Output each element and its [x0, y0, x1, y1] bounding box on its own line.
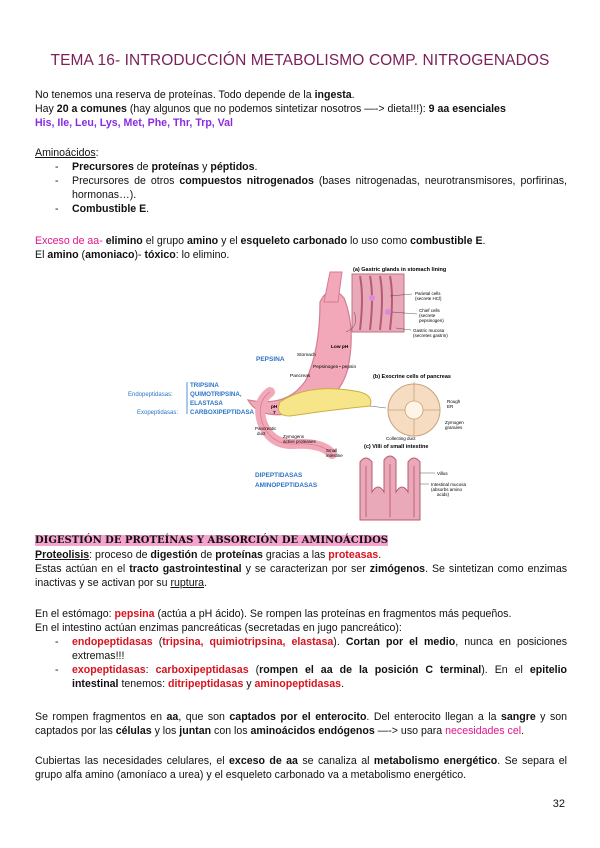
aminoacidos-section [35, 146, 567, 216]
text-bold: tracto gastrointestinal [129, 563, 242, 575]
text: . [482, 235, 486, 247]
text: )- [134, 249, 145, 261]
text-bold: péptidos [210, 161, 255, 173]
intestinal-mucosa-label-2: (absorbs amino [431, 487, 463, 492]
text-bold: elimino [105, 235, 143, 247]
zymogen-granules-label: Zymogen [445, 420, 464, 425]
text-bold: combustible E [410, 235, 483, 247]
digestion-section [35, 533, 567, 590]
text: y [199, 161, 211, 173]
ph-label: pH [271, 405, 278, 410]
text-bold: Precursores [72, 161, 134, 173]
pancreas-shape [278, 389, 371, 416]
text-bold: rompen el aa de la posición C terminal [259, 664, 482, 676]
text-bold: metabolismo energético [373, 755, 498, 767]
villus-label: Villus [437, 471, 448, 476]
text: . [521, 725, 525, 737]
chief-label-2: (secrete [419, 313, 436, 318]
chief-label-3: pepsinogen) [419, 318, 444, 323]
text: gracias a las [262, 549, 329, 561]
carboxipeptidasa-label: CARBOXIPEPTIDASA [190, 409, 254, 416]
acinus-lumen [405, 401, 423, 419]
text-bold: amino [186, 235, 219, 247]
text: —-> uso para [374, 725, 446, 737]
text-bold: exceso de aa [229, 755, 298, 767]
elastasa-label: ELASTASA [190, 400, 223, 407]
text: de [197, 549, 216, 561]
text: Hay [35, 103, 57, 115]
collecting-duct-label: Collecting duct [386, 436, 416, 441]
text: Estas actúan en el [35, 563, 130, 575]
text: . Se separa el grupo alfa amino (amoníaco a urea) y el esqueleto carbonado va a metabolismo energético. [35, 755, 568, 781]
text: ( [248, 664, 260, 676]
text: con los [211, 725, 251, 737]
text: El [35, 249, 48, 261]
list-item [35, 663, 567, 691]
panel-c-label: (c) Villi of small intestine [364, 444, 429, 450]
text: y el [218, 235, 241, 247]
intestinal-mucosa-label: Intestinal mucosa [431, 482, 467, 487]
list-item [35, 635, 567, 663]
exopeptidasas-label: Exopeptidasas: [137, 410, 179, 416]
intro-line-2 [35, 102, 567, 116]
intestino-section [35, 607, 567, 691]
pancreas-pointer [370, 406, 386, 408]
endopeptidasas-label: Endopeptidasas: [128, 392, 173, 398]
low-ph-label: Low pH [331, 345, 349, 350]
text-red: ditripeptidasas [167, 678, 244, 690]
chief-label: Chief cells [419, 308, 440, 313]
text-red: endopeptidasas [72, 636, 153, 648]
exceso-line-1 [35, 234, 567, 248]
list-item [35, 160, 567, 174]
parietal-label-2: (secrete HCl) [415, 296, 442, 301]
stomach-label: Stomach [297, 353, 316, 358]
text-bold: Proteolisis [35, 549, 90, 561]
text: Se rompen fragmentos en [35, 711, 167, 723]
parietal-label: Parietal cells [415, 291, 441, 296]
text: : lo elimino. [175, 249, 230, 261]
text: ). En el [481, 664, 530, 676]
text-bold: amoniaco [85, 249, 135, 261]
metabolismo-paragraph [35, 754, 567, 782]
gastric-mucosa-label-2: (secretes gastrin) [413, 333, 448, 338]
list-item [35, 174, 567, 202]
text: tenemos: [118, 678, 168, 690]
text: y los [151, 725, 180, 737]
text: se canaliza al [297, 755, 374, 767]
quimotripsina-label: QUIMOTRIPSINA, [190, 391, 242, 398]
text: (actúa a pH ácido). Se rompen las proteínas en fragmentos más pequeños. [154, 608, 512, 620]
text: . [146, 203, 150, 215]
text-bold: proteínas [215, 549, 263, 561]
text: No tenemos una reserva de proteínas. Todo depende de la [35, 89, 315, 101]
text: . [341, 678, 345, 690]
estomago-line [35, 607, 567, 621]
text-magenta: - [99, 235, 106, 247]
text: . Se sintetizan como enzimas inactivas y se activan por su [35, 563, 568, 589]
zymogen-granules-label-2: granules [445, 425, 463, 430]
text-bold: 9 aa esenciales [428, 103, 506, 115]
zymogens-label: Zymogens [283, 434, 305, 439]
exceso-line-2 [35, 248, 567, 262]
text-magenta: Exceso de aa [35, 235, 100, 247]
text: Cubiertas las necesidades celulares, el [35, 755, 230, 767]
ph-value: 7 [273, 411, 276, 416]
text: : [145, 664, 156, 676]
text-bold: captados por el enterocito [229, 711, 367, 723]
text: , nunca en posiciones extremas!!! [72, 636, 568, 662]
text-red: carboxipeptidasas [155, 664, 249, 676]
text-bold: juntan [179, 725, 212, 737]
proteolisis-line [35, 548, 567, 562]
text: lo uso como [347, 235, 411, 247]
aminoacidos-list [35, 160, 567, 216]
text: (hay algunos que no podemos sintetizar nosotros —-> dieta!!!): [126, 103, 429, 115]
text: y son captados por las [35, 711, 568, 737]
text: . [204, 577, 207, 589]
text: ( [152, 636, 163, 648]
digestion-heading-line [35, 533, 567, 548]
rough-er-label-2: ER [447, 404, 454, 409]
parietal-cell [369, 295, 375, 301]
text: y se caracterizan por ser [241, 563, 370, 575]
text: En el estómago: [35, 608, 115, 620]
text-red: tripsina, quimiotripsina, elastasa [162, 636, 334, 648]
text: de [133, 161, 152, 173]
text-bold: sangre [500, 711, 536, 723]
text: , que son [178, 711, 230, 723]
text-bold: Cortan por el medio [345, 636, 456, 648]
text: Precursores de otros [72, 175, 180, 187]
active-proteases-label: active proteases [283, 439, 316, 444]
small-intestine-label-2: intestine [326, 453, 343, 458]
text-bold: digestión [150, 549, 198, 561]
heading-text: Aminoácidos [35, 147, 96, 159]
peptidasas-list [35, 635, 567, 691]
text-red: aminopeptidasas [254, 678, 342, 690]
chief-cell [385, 309, 391, 315]
text: (bases nitrogenadas, neurotransmisores, porfirinas, hormonas…). [72, 175, 567, 201]
pancreatic-duct-label-2: duct [257, 431, 266, 436]
text: y [243, 678, 255, 690]
text: : [95, 147, 99, 159]
text-red: exopeptidasas [72, 664, 146, 676]
text-bold: compuestos nitrogenados [179, 175, 314, 187]
essential-aminoacids: His, Ile, Leu, Lys, Met, Phe, Thr, Trp, Val [35, 117, 234, 129]
list-item [35, 202, 567, 216]
intestinal-mucosa-label-3: acids) [437, 492, 450, 497]
text: . Del enterocito llegan a la [366, 711, 501, 723]
page-number: 32 [552, 798, 565, 810]
text-red: proteasas [328, 549, 379, 561]
text: . [351, 89, 355, 101]
pancreatic-duct-label: Pancreatic [255, 426, 277, 431]
rough-er-label: Rough [447, 399, 461, 404]
aminoacidos-heading [35, 146, 567, 160]
tripsina-label: TRIPSINA [190, 382, 219, 389]
pancreas-label: Pancreas [290, 374, 311, 379]
dipeptidasas-label: DIPEPTIDASAS [255, 472, 303, 479]
pepsin-label: pepsin [342, 365, 357, 370]
text: . [254, 161, 258, 173]
aminopeptidasas-label: AMINOPEPTIDASAS [255, 482, 318, 489]
text: ). [333, 636, 346, 648]
text-bold: aminoácidos endógenos [250, 725, 375, 737]
text-bold: epitelio intestinal [72, 664, 567, 690]
text-bold: amino [47, 249, 79, 261]
text-bold: Combustible E [72, 203, 147, 215]
intro-paragraph [35, 88, 567, 130]
pepsinogen-label: Pepsinogen [313, 365, 339, 370]
small-intestine-label: Small [326, 448, 338, 453]
text-underline: ruptura [170, 577, 205, 589]
text-bold: tóxico [144, 249, 176, 261]
text: . [378, 549, 382, 561]
digestion-figure [120, 262, 480, 524]
pepsina-label: PEPSINA [256, 356, 285, 363]
text-bold: zimógenos [369, 563, 426, 575]
text-bold: ingesta [314, 89, 352, 101]
zimogenos-paragraph [35, 562, 567, 590]
text: ( [78, 249, 86, 261]
gastric-mucosa-label: Gastric mucosa [413, 328, 445, 333]
text-magenta: necesidades cel [445, 725, 522, 737]
intestino-line: En el intestino actúan enzimas pancreáticas (secretadas en jugo pancreático): [35, 622, 402, 634]
intro-line-1 [35, 88, 567, 102]
page-title: TEMA 16- INTRODUCCIÓN METABOLISMO COMP. NITROGENADOS [50, 52, 550, 69]
enterocito-paragraph [35, 710, 567, 738]
text-bold: esqueleto carbonado [240, 235, 348, 247]
text-bold: 20 a comunes [56, 103, 127, 115]
exceso-paragraph [35, 234, 567, 262]
digestion-heading: DIGESTIÓN DE PROTEÍNAS Y ABSORCIÓN DE AMINOÁCIDOS [35, 535, 389, 546]
text-bold: proteínas [151, 161, 200, 173]
text: : proceso de [89, 549, 151, 561]
text-red: pepsina [114, 608, 155, 620]
text: el grupo [142, 235, 187, 247]
panel-a-label: (a) Gastric glands in stomach lining [353, 267, 447, 273]
text-bold: células [115, 725, 152, 737]
text-bold: aa [166, 711, 179, 723]
panel-b-label: (b) Exocrine cells of pancreas [373, 374, 451, 380]
